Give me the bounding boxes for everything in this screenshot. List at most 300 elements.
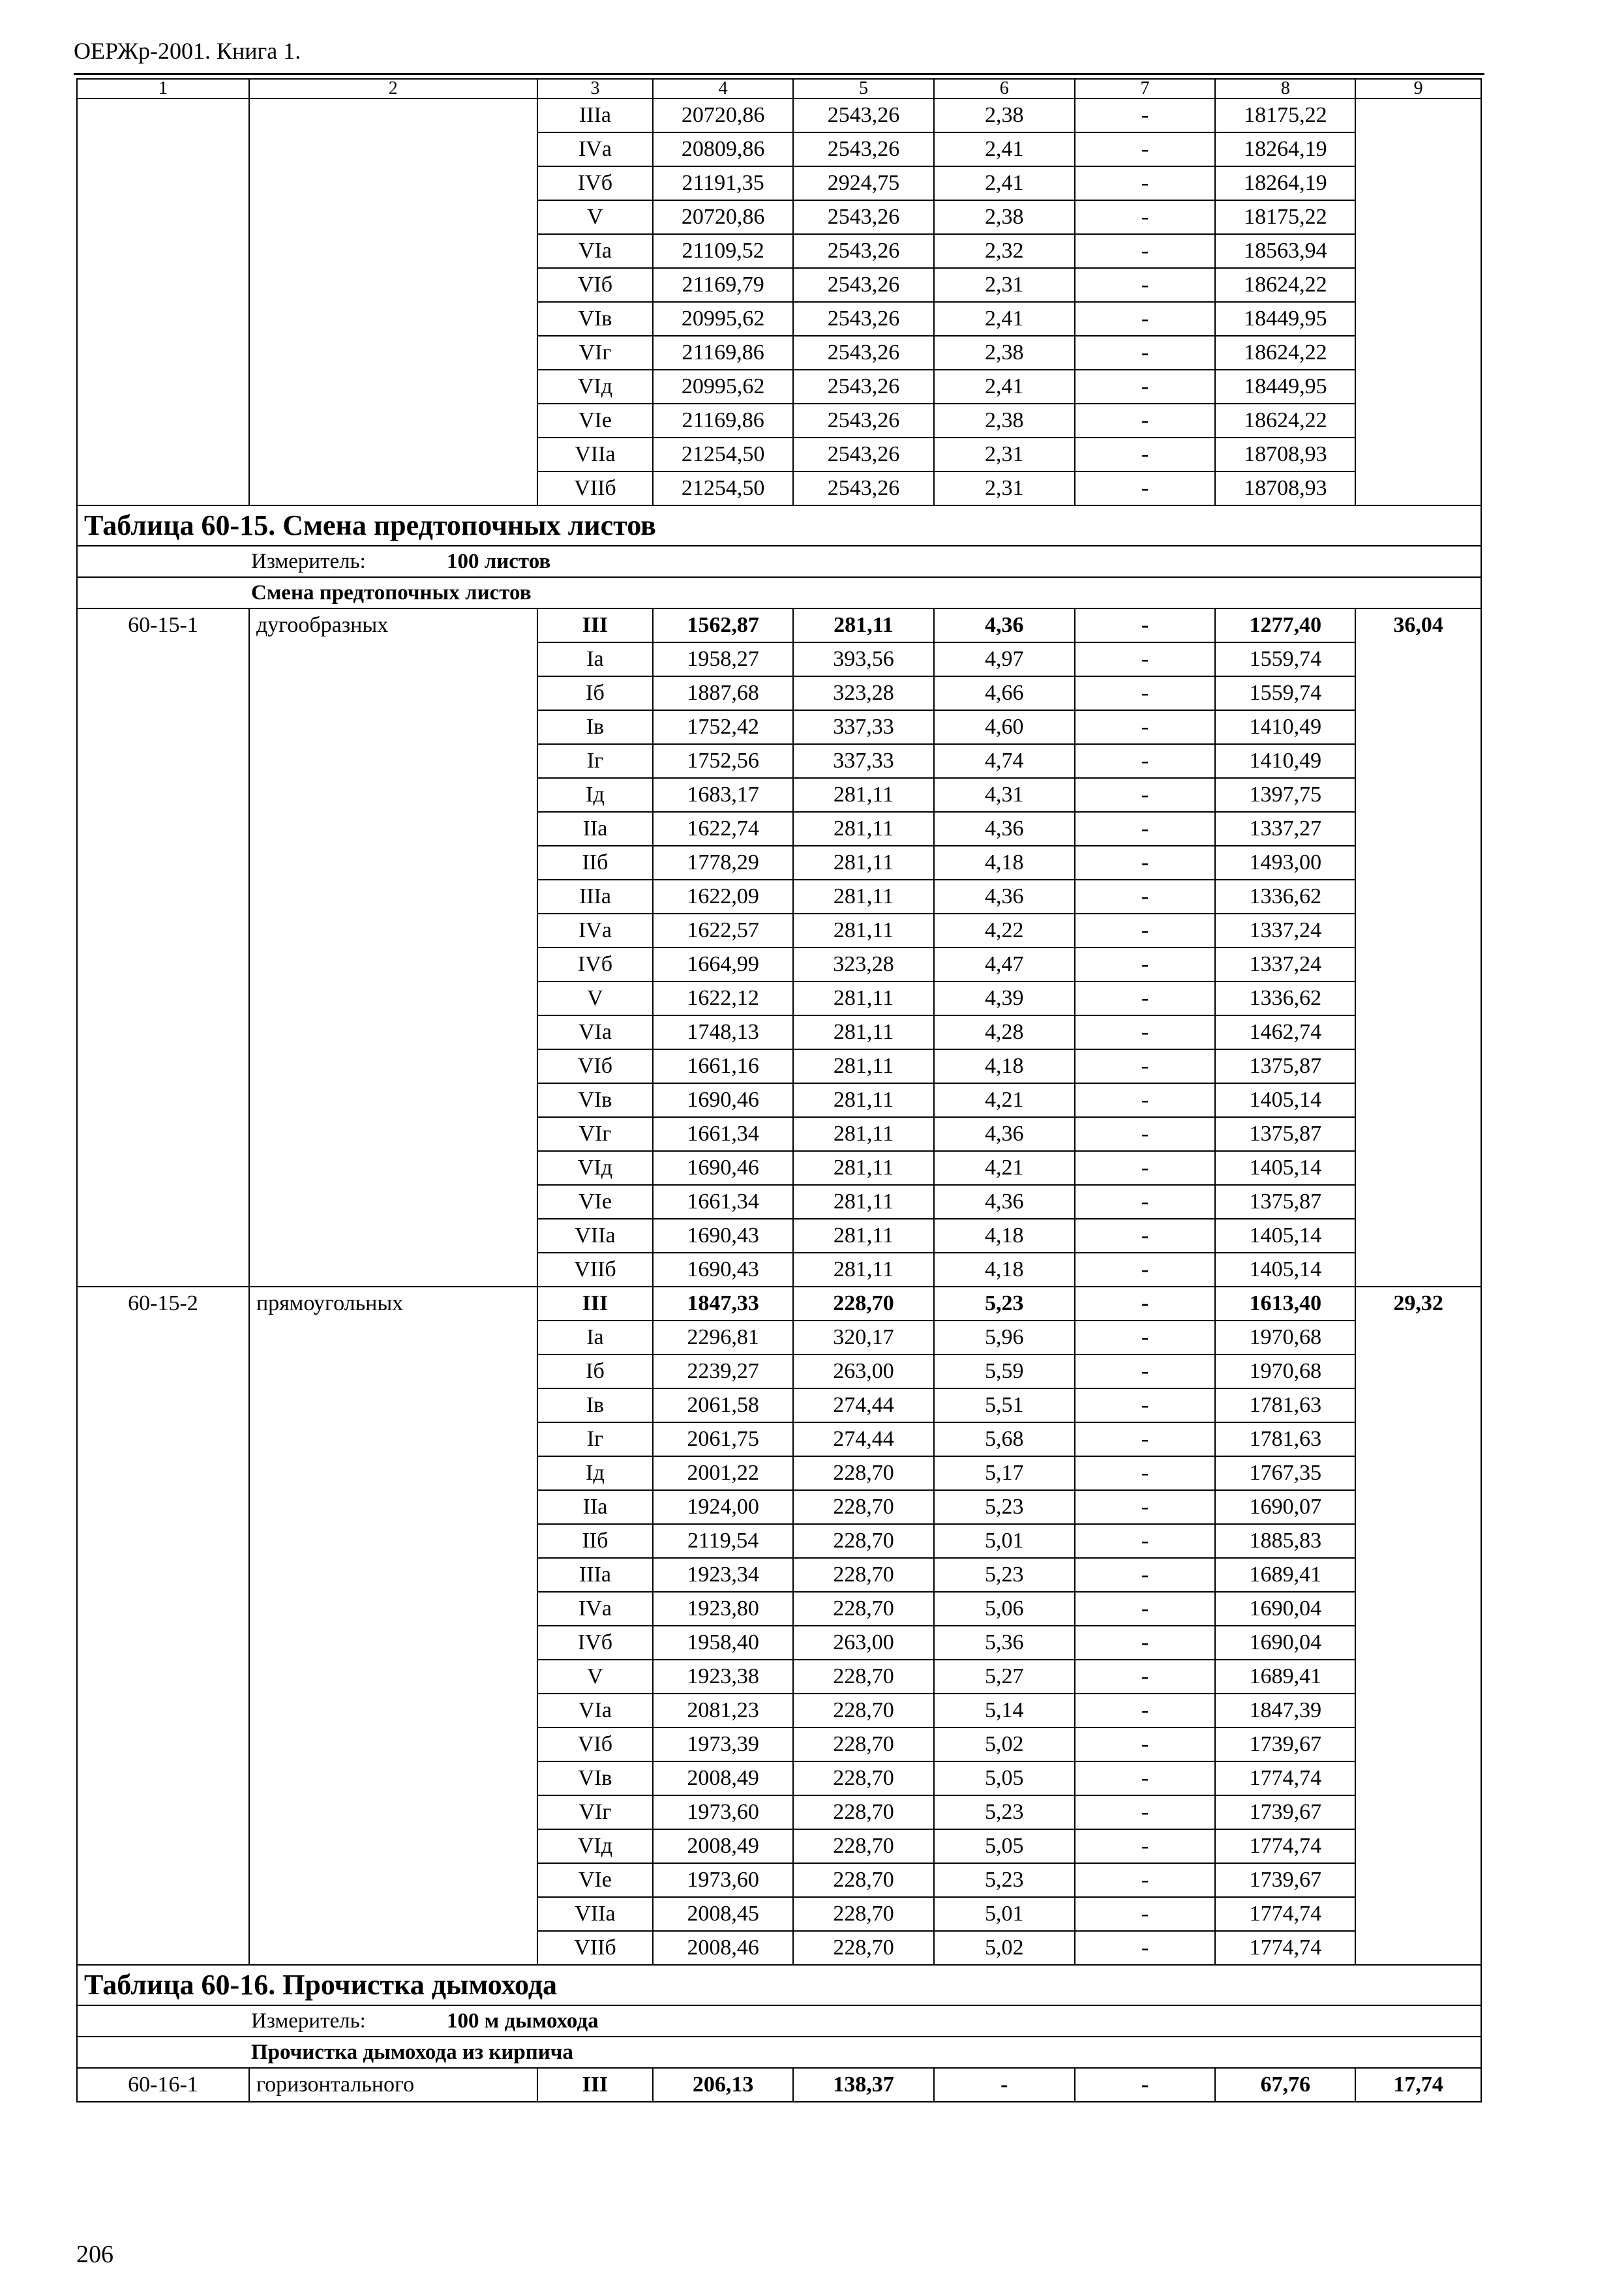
value-cell: 18624,22 <box>1215 268 1355 302</box>
value-cell: 2,41 <box>934 302 1075 336</box>
header-rule <box>74 73 1484 75</box>
col9-cell: 36,04 <box>1355 608 1481 1287</box>
value-cell: 1661,34 <box>653 1117 793 1151</box>
value-cell: 18264,19 <box>1215 166 1355 200</box>
measure-label: Измеритель: <box>251 550 366 573</box>
value-cell: 18264,19 <box>1215 132 1355 166</box>
value-cell: 2543,26 <box>793 302 934 336</box>
value-cell: 20720,86 <box>653 98 793 132</box>
value-cell: 1690,04 <box>1215 1592 1355 1626</box>
value-cell: 2543,26 <box>793 336 934 370</box>
column-number: 3 <box>537 79 654 98</box>
value-cell: 1622,09 <box>653 880 793 914</box>
value-cell: 1973,60 <box>653 1863 793 1897</box>
value-cell: 18449,95 <box>1215 370 1355 404</box>
value-cell: 1885,83 <box>1215 1524 1355 1558</box>
value-cell: 67,76 <box>1215 2068 1355 2102</box>
value-cell: 1559,74 <box>1215 642 1355 676</box>
category-cell: VIIа <box>537 438 654 471</box>
value-cell: 1375,87 <box>1215 1049 1355 1083</box>
value-cell: - <box>1075 676 1216 710</box>
value-cell: 1397,75 <box>1215 778 1355 812</box>
value-cell: 228,70 <box>793 1456 934 1490</box>
value-cell: 5,36 <box>934 1626 1075 1660</box>
value-cell: 1739,67 <box>1215 1863 1355 1897</box>
value-cell: 263,00 <box>793 1354 934 1388</box>
value-cell: 4,21 <box>934 1151 1075 1185</box>
value-cell: 281,11 <box>793 778 934 812</box>
value-cell: 393,56 <box>793 642 934 676</box>
category-cell: III <box>537 2068 654 2102</box>
value-cell: 2,38 <box>934 98 1075 132</box>
value-cell: 21254,50 <box>653 471 793 505</box>
value-cell: - <box>1075 880 1216 914</box>
table-row <box>77 2068 1481 2102</box>
value-cell: - <box>1075 438 1216 471</box>
value-cell: 1336,62 <box>1215 981 1355 1015</box>
value-cell: 4,36 <box>934 812 1075 846</box>
value-cell: 228,70 <box>793 1490 934 1524</box>
value-cell: 1689,41 <box>1215 1660 1355 1694</box>
value-cell: 2,41 <box>934 166 1075 200</box>
value-cell: - <box>1075 98 1216 132</box>
value-cell: 20995,62 <box>653 370 793 404</box>
value-cell: 4,36 <box>934 1185 1075 1219</box>
value-cell: 5,23 <box>934 1490 1075 1524</box>
value-cell: 4,39 <box>934 981 1075 1015</box>
value-cell: 1923,34 <box>653 1558 793 1592</box>
value-cell: 2001,22 <box>653 1456 793 1490</box>
value-cell: - <box>1075 1863 1216 1897</box>
value-cell: 5,17 <box>934 1456 1075 1490</box>
value-cell: 337,33 <box>793 710 934 744</box>
value-cell: 1405,14 <box>1215 1083 1355 1117</box>
category-cell: VIб <box>537 1049 654 1083</box>
measure-cell <box>77 546 1481 577</box>
value-cell: 4,36 <box>934 880 1075 914</box>
category-cell: Iд <box>537 778 654 812</box>
category-cell: VIа <box>537 1694 654 1728</box>
value-cell: 2,38 <box>934 404 1075 438</box>
value-cell: 228,70 <box>793 1524 934 1558</box>
value-cell: 2924,75 <box>793 166 934 200</box>
category-cell: VIIб <box>537 1253 654 1287</box>
value-cell: - <box>1075 2068 1216 2102</box>
table-row <box>77 1287 1481 1321</box>
value-cell: 2008,49 <box>653 1829 793 1863</box>
value-cell: 21254,50 <box>653 438 793 471</box>
value-cell: 281,11 <box>793 1117 934 1151</box>
measure-row <box>77 2005 1481 2037</box>
value-cell: 228,70 <box>793 1592 934 1626</box>
value-cell: 1622,74 <box>653 812 793 846</box>
price-table <box>76 78 1482 2102</box>
value-cell: 1559,74 <box>1215 676 1355 710</box>
value-cell: 2,31 <box>934 268 1075 302</box>
value-cell: - <box>1075 1456 1216 1490</box>
value-cell: 1774,74 <box>1215 1897 1355 1931</box>
value-cell: 4,18 <box>934 1253 1075 1287</box>
value-cell: - <box>1075 1015 1216 1049</box>
category-cell: Iд <box>537 1456 654 1490</box>
value-cell: 2543,26 <box>793 471 934 505</box>
value-cell: 4,21 <box>934 1083 1075 1117</box>
table-title: Таблица 60-16. Прочистка дымохода <box>77 1965 1481 2005</box>
value-cell: - <box>1075 608 1216 642</box>
subheading: Смена предтопочных листов <box>251 581 532 605</box>
value-cell: - <box>1075 1049 1216 1083</box>
category-cell: IVб <box>537 1626 654 1660</box>
value-cell: 4,66 <box>934 676 1075 710</box>
value-cell: 228,70 <box>793 1863 934 1897</box>
value-cell: 281,11 <box>793 1219 934 1253</box>
column-number: 5 <box>793 79 934 98</box>
value-cell: - <box>1075 1354 1216 1388</box>
value-cell: - <box>1075 1626 1216 1660</box>
value-cell: 1683,17 <box>653 778 793 812</box>
value-cell: 1613,40 <box>1215 1287 1355 1321</box>
value-cell: 5,14 <box>934 1694 1075 1728</box>
measure-label: Измеритель: <box>251 2009 366 2033</box>
value-cell: 1781,63 <box>1215 1422 1355 1456</box>
value-cell: - <box>1075 1253 1216 1287</box>
value-cell: 1847,33 <box>653 1287 793 1321</box>
code-cell: 60-15-1 <box>77 608 249 1287</box>
name-cell <box>249 98 537 505</box>
value-cell: 1923,38 <box>653 1660 793 1694</box>
value-cell: 281,11 <box>793 812 934 846</box>
value-cell: 2543,26 <box>793 404 934 438</box>
value-cell: 2543,26 <box>793 438 934 471</box>
value-cell: 1973,60 <box>653 1795 793 1829</box>
column-number: 4 <box>653 79 793 98</box>
value-cell: - <box>1075 1151 1216 1185</box>
value-cell: 5,68 <box>934 1422 1075 1456</box>
category-cell: VIв <box>537 1761 654 1795</box>
subheading-cell <box>77 577 1481 608</box>
value-cell: 1690,43 <box>653 1219 793 1253</box>
value-cell: - <box>1075 1524 1216 1558</box>
value-cell: 323,28 <box>793 948 934 981</box>
value-cell: 4,28 <box>934 1015 1075 1049</box>
value-cell: 5,01 <box>934 1897 1075 1931</box>
value-cell: 4,31 <box>934 778 1075 812</box>
value-cell: 206,13 <box>653 2068 793 2102</box>
category-cell: Iб <box>537 676 654 710</box>
value-cell: 1739,67 <box>1215 1728 1355 1761</box>
category-cell: IIа <box>537 812 654 846</box>
subheading-row <box>77 2037 1481 2068</box>
category-cell: VIе <box>537 404 654 438</box>
value-cell: 5,02 <box>934 1728 1075 1761</box>
category-cell: Iа <box>537 642 654 676</box>
value-cell: 2008,46 <box>653 1931 793 1965</box>
value-cell: 20809,86 <box>653 132 793 166</box>
value-cell: - <box>1075 1795 1216 1829</box>
value-cell: 21169,79 <box>653 268 793 302</box>
value-cell: 281,11 <box>793 1049 934 1083</box>
category-cell: III <box>537 608 654 642</box>
value-cell: 1337,27 <box>1215 812 1355 846</box>
value-cell: 1689,41 <box>1215 1558 1355 1592</box>
value-cell: 1277,40 <box>1215 608 1355 642</box>
category-cell: VIв <box>537 302 654 336</box>
value-cell: - <box>1075 1490 1216 1524</box>
value-cell: 2543,26 <box>793 370 934 404</box>
value-cell: 1774,74 <box>1215 1829 1355 1863</box>
value-cell: 281,11 <box>793 981 934 1015</box>
value-cell: - <box>1075 948 1216 981</box>
column-number: 9 <box>1355 79 1481 98</box>
value-cell: 1622,57 <box>653 914 793 948</box>
value-cell: 21191,35 <box>653 166 793 200</box>
category-cell: IVа <box>537 132 654 166</box>
value-cell: 228,70 <box>793 1897 934 1931</box>
measure-unit: 100 листов <box>447 550 551 573</box>
value-cell: 1887,68 <box>653 676 793 710</box>
value-cell: 2543,26 <box>793 98 934 132</box>
category-cell: VIIа <box>537 1897 654 1931</box>
table-row <box>77 608 1481 642</box>
value-cell: - <box>1075 812 1216 846</box>
value-cell: 274,44 <box>793 1422 934 1456</box>
value-cell: - <box>1075 234 1216 268</box>
category-cell: VIIб <box>537 1931 654 1965</box>
value-cell: - <box>1075 1728 1216 1761</box>
value-cell: - <box>1075 1897 1216 1931</box>
column-number: 1 <box>77 79 249 98</box>
value-cell: 1690,04 <box>1215 1626 1355 1660</box>
category-cell: IIб <box>537 1524 654 1558</box>
value-cell: 1781,63 <box>1215 1388 1355 1422</box>
value-cell: - <box>1075 302 1216 336</box>
value-cell: 1847,39 <box>1215 1694 1355 1728</box>
value-cell: 2296,81 <box>653 1321 793 1354</box>
value-cell: 228,70 <box>793 1795 934 1829</box>
value-cell: - <box>1075 1185 1216 1219</box>
value-cell: 2008,45 <box>653 1897 793 1931</box>
column-number: 6 <box>934 79 1075 98</box>
name-cell: горизонтального <box>249 2068 537 2102</box>
measure-row <box>77 546 1481 577</box>
value-cell: 274,44 <box>793 1388 934 1422</box>
col9-cell: 29,32 <box>1355 1287 1481 1965</box>
category-cell: IIа <box>537 1490 654 1524</box>
category-cell: IIIа <box>537 98 654 132</box>
value-cell: 281,11 <box>793 1253 934 1287</box>
category-cell: VIб <box>537 1728 654 1761</box>
value-cell: 1767,35 <box>1215 1456 1355 1490</box>
value-cell: 323,28 <box>793 676 934 710</box>
category-cell: VIе <box>537 1863 654 1897</box>
category-cell: III <box>537 1287 654 1321</box>
value-cell: 1690,46 <box>653 1151 793 1185</box>
value-cell: 18708,93 <box>1215 438 1355 471</box>
value-cell: 1774,74 <box>1215 1931 1355 1965</box>
column-number: 7 <box>1075 79 1216 98</box>
value-cell: 20720,86 <box>653 200 793 234</box>
value-cell: - <box>1075 1660 1216 1694</box>
value-cell: 5,23 <box>934 1863 1075 1897</box>
value-cell: - <box>1075 1388 1216 1422</box>
value-cell: 5,96 <box>934 1321 1075 1354</box>
category-cell: VIд <box>537 1151 654 1185</box>
value-cell: 4,74 <box>934 744 1075 778</box>
value-cell: 228,70 <box>793 1558 934 1592</box>
value-cell: 21169,86 <box>653 404 793 438</box>
table-title-row <box>77 505 1481 546</box>
value-cell: 18563,94 <box>1215 234 1355 268</box>
value-cell: - <box>1075 1829 1216 1863</box>
value-cell: 228,70 <box>793 1287 934 1321</box>
value-cell: 2543,26 <box>793 200 934 234</box>
name-cell: дугообразных <box>249 608 537 1287</box>
value-cell: - <box>1075 1117 1216 1151</box>
value-cell: 1336,62 <box>1215 880 1355 914</box>
value-cell: 4,18 <box>934 846 1075 880</box>
value-cell: 4,36 <box>934 1117 1075 1151</box>
value-cell: 1462,74 <box>1215 1015 1355 1049</box>
value-cell: 2081,23 <box>653 1694 793 1728</box>
category-cell: IVа <box>537 1592 654 1626</box>
value-cell: - <box>1075 846 1216 880</box>
value-cell: 1970,68 <box>1215 1321 1355 1354</box>
value-cell: 281,11 <box>793 1083 934 1117</box>
category-cell: IIб <box>537 846 654 880</box>
value-cell: 1748,13 <box>653 1015 793 1049</box>
value-cell: 2543,26 <box>793 132 934 166</box>
table-title: Таблица 60-15. Смена предтопочных листов <box>77 505 1481 546</box>
value-cell: - <box>1075 744 1216 778</box>
value-cell: 5,59 <box>934 1354 1075 1388</box>
value-cell: 228,70 <box>793 1761 934 1795</box>
value-cell: 1690,07 <box>1215 1490 1355 1524</box>
category-cell: Iв <box>537 710 654 744</box>
subheading-row <box>77 577 1481 608</box>
value-cell: 21109,52 <box>653 234 793 268</box>
value-cell: 1405,14 <box>1215 1253 1355 1287</box>
column-number: 8 <box>1215 79 1355 98</box>
value-cell: 4,36 <box>934 608 1075 642</box>
category-cell: Iб <box>537 1354 654 1388</box>
value-cell: - <box>1075 1694 1216 1728</box>
value-cell: 2,41 <box>934 132 1075 166</box>
value-cell: 2,41 <box>934 370 1075 404</box>
value-cell: 4,18 <box>934 1049 1075 1083</box>
value-cell: 281,11 <box>793 914 934 948</box>
value-cell: 1337,24 <box>1215 914 1355 948</box>
value-cell: 1661,34 <box>653 1185 793 1219</box>
value-cell: 1493,00 <box>1215 846 1355 880</box>
value-cell: 337,33 <box>793 744 934 778</box>
value-cell: 1958,27 <box>653 642 793 676</box>
category-cell: VIа <box>537 234 654 268</box>
value-cell: 1405,14 <box>1215 1151 1355 1185</box>
value-cell: 228,70 <box>793 1931 934 1965</box>
value-cell: 1664,99 <box>653 948 793 981</box>
value-cell: 1752,56 <box>653 744 793 778</box>
value-cell: 1778,29 <box>653 846 793 880</box>
value-cell: 1562,87 <box>653 608 793 642</box>
category-cell: V <box>537 981 654 1015</box>
value-cell: 228,70 <box>793 1829 934 1863</box>
category-cell: VIе <box>537 1185 654 1219</box>
value-cell: 1622,12 <box>653 981 793 1015</box>
value-cell: - <box>1075 404 1216 438</box>
value-cell: 5,23 <box>934 1287 1075 1321</box>
value-cell: 4,47 <box>934 948 1075 981</box>
value-cell: 281,11 <box>793 1015 934 1049</box>
value-cell: 18175,22 <box>1215 200 1355 234</box>
value-cell: 281,11 <box>793 1185 934 1219</box>
column-number: 2 <box>249 79 537 98</box>
category-cell: IVа <box>537 914 654 948</box>
category-cell: VIг <box>537 1117 654 1151</box>
value-cell: 5,01 <box>934 1524 1075 1558</box>
table-row <box>77 98 1481 132</box>
value-cell: 4,97 <box>934 642 1075 676</box>
value-cell: 2,31 <box>934 471 1075 505</box>
value-cell: 5,23 <box>934 1558 1075 1592</box>
value-cell: 228,70 <box>793 1694 934 1728</box>
measure-unit: 100 м дымохода <box>447 2009 599 2033</box>
value-cell: 1958,40 <box>653 1626 793 1660</box>
value-cell: 228,70 <box>793 1660 934 1694</box>
value-cell: 1774,74 <box>1215 1761 1355 1795</box>
value-cell: 281,11 <box>793 880 934 914</box>
value-cell: - <box>1075 1287 1216 1321</box>
value-cell: 2543,26 <box>793 268 934 302</box>
value-cell: - <box>1075 166 1216 200</box>
value-cell: - <box>934 2068 1075 2102</box>
category-cell: VIIа <box>537 1219 654 1253</box>
value-cell: 281,11 <box>793 846 934 880</box>
value-cell: 2239,27 <box>653 1354 793 1388</box>
value-cell: - <box>1075 1422 1216 1456</box>
value-cell: 5,02 <box>934 1931 1075 1965</box>
category-cell: IVб <box>537 948 654 981</box>
value-cell: 5,06 <box>934 1592 1075 1626</box>
value-cell: 2,38 <box>934 200 1075 234</box>
value-cell: 1739,67 <box>1215 1795 1355 1829</box>
value-cell: 320,17 <box>793 1321 934 1354</box>
code-cell <box>77 98 249 505</box>
value-cell: 4,60 <box>934 710 1075 744</box>
page-header: ОЕРЖр-2001. Книга 1. <box>74 38 301 64</box>
value-cell: 18449,95 <box>1215 302 1355 336</box>
category-cell: Iг <box>537 744 654 778</box>
value-cell: 4,18 <box>934 1219 1075 1253</box>
value-cell: 281,11 <box>793 608 934 642</box>
value-cell: 18708,93 <box>1215 471 1355 505</box>
column-number-row <box>77 79 1481 98</box>
subheading-cell <box>77 2037 1481 2068</box>
category-cell: VIа <box>537 1015 654 1049</box>
value-cell: - <box>1075 914 1216 948</box>
code-cell: 60-15-2 <box>77 1287 249 1965</box>
value-cell: 18624,22 <box>1215 404 1355 438</box>
value-cell: 18175,22 <box>1215 98 1355 132</box>
value-cell: 1973,39 <box>653 1728 793 1761</box>
category-cell: IIIа <box>537 1558 654 1592</box>
category-cell: V <box>537 1660 654 1694</box>
category-cell: VIд <box>537 370 654 404</box>
value-cell: - <box>1075 370 1216 404</box>
value-cell: - <box>1075 1321 1216 1354</box>
value-cell: 2119,54 <box>653 1524 793 1558</box>
name-cell: прямоугольных <box>249 1287 537 1965</box>
value-cell: 228,70 <box>793 1728 934 1761</box>
